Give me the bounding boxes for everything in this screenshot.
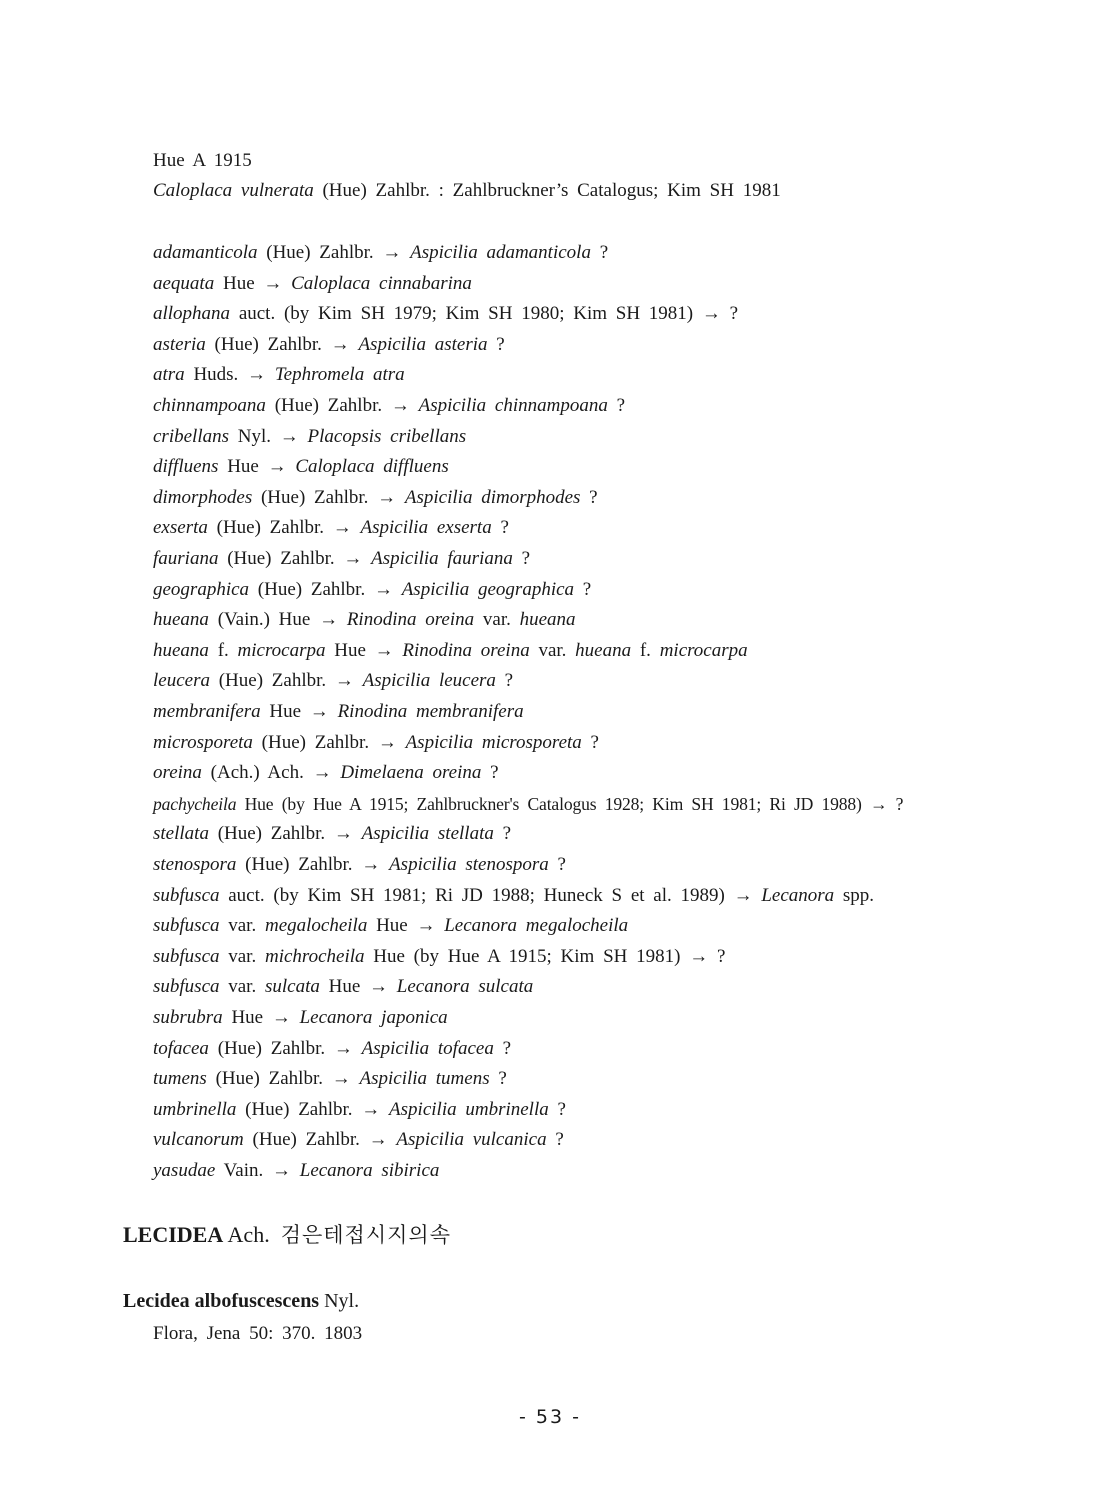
entry-text: Nyl. →	[229, 425, 308, 447]
entry-text: Hue (by Hue A 1915; Zahlbruckner's Catalogus 1928; Kim SH 1981; Ri JD 1988) → ?	[236, 793, 904, 814]
taxon-name: Aspicilia leucera	[362, 670, 496, 692]
entry-text: auct. (by Kim SH 1979; Kim SH 1980; Kim SH 1981) → ?	[230, 303, 739, 325]
taxon-name: pachycheila	[153, 793, 237, 814]
entry-text: (Hue) Zahlbr. →	[243, 1129, 397, 1151]
taxon-name: exserta	[153, 517, 208, 539]
entry-text: (Hue) Zahlbr. →	[236, 1098, 390, 1120]
synonym-entry	[153, 792, 903, 816]
taxon-name: Lecanora sulcata	[396, 976, 534, 998]
taxon-name: microsporeta	[153, 731, 253, 753]
taxon-name: vulcanorum	[153, 1129, 244, 1151]
entry-text: (Hue) Zahlbr. →	[257, 242, 411, 263]
entry-text: ?	[481, 762, 499, 784]
entry-text: (Hue) Zahlbr. →	[206, 1068, 360, 1090]
synonym-entry	[153, 608, 576, 632]
entry-text: var.	[219, 945, 265, 967]
entry-text: (Ach.) Ach. →	[201, 762, 341, 784]
entry-text: (Hue) Zahlbr. →	[205, 333, 359, 355]
entry-text: ?	[580, 486, 598, 508]
taxon-name: aequata	[153, 272, 215, 294]
genus-name: LECIDEA	[123, 1222, 224, 1247]
taxon-name: Rinodina oreina	[402, 639, 530, 661]
taxon-name: microcarpa	[659, 639, 748, 661]
synonym-entry	[153, 884, 874, 908]
synonym-entry	[153, 394, 625, 418]
taxon-name: subfusca	[153, 915, 220, 937]
taxon-name: Aspicilia dimorphodes	[404, 486, 581, 508]
taxon-name: subfusca	[153, 884, 220, 906]
taxon-name: dimorphodes	[153, 486, 253, 508]
entry-text: (Vain.) Hue →	[208, 609, 347, 631]
synonym-entry	[153, 272, 472, 296]
synonym-entry	[153, 945, 725, 969]
entry-text: ?	[493, 823, 512, 845]
taxon-name: stenospora	[153, 854, 237, 875]
entry-text: (Hue) Zahlbr. →	[209, 670, 363, 692]
entry-text: Hue →	[260, 701, 338, 722]
entry-text: Hue →	[222, 1007, 300, 1028]
taxon-name: Rinodina oreina	[346, 609, 475, 631]
entry-text: var.	[529, 639, 576, 661]
entry-text: ?	[495, 670, 514, 692]
taxon-name: Placopsis cribellans	[307, 425, 467, 447]
entry-text: Vain. →	[215, 1160, 300, 1181]
taxon-name: hueana	[153, 639, 209, 661]
synonym-entry	[153, 914, 628, 938]
entry-text: Hue →	[218, 456, 296, 478]
taxon-name: Lecanora japonica	[299, 1007, 448, 1028]
synonym-entry	[153, 241, 608, 265]
taxon-name: sulcata	[264, 976, 320, 998]
taxon-name: Aspicilia microsporeta	[405, 731, 582, 753]
synonym-entry	[153, 578, 591, 602]
taxon-name: Lecanora sibirica	[299, 1160, 440, 1181]
entry-text: ?	[487, 333, 505, 355]
taxon-name: oreina	[153, 762, 202, 784]
taxon-name: tumens	[153, 1068, 207, 1090]
taxon-name: Caloplaca diffluens	[295, 456, 449, 478]
entry-text: ?	[493, 1037, 512, 1059]
entry-text: ?	[590, 242, 609, 263]
taxon-name: Aspicilia tofacea	[361, 1037, 494, 1059]
entry-text: ?	[489, 1068, 507, 1090]
taxon-name: Aspicilia chinnampoana	[418, 395, 608, 416]
entry-text: f.	[631, 639, 660, 661]
synonym-entry	[153, 1128, 564, 1152]
entry-text: var.	[219, 976, 265, 998]
taxon-name: leucera	[153, 670, 210, 692]
entry-text: Hue →	[325, 639, 403, 661]
entry-text: (Hue) Zahlbr. →	[236, 854, 390, 875]
entry-text: ?	[574, 578, 592, 600]
taxon-name: Aspicilia tumens	[359, 1068, 490, 1090]
taxon-name: asteria	[153, 333, 206, 355]
taxon-name: chinnampoana	[153, 395, 266, 416]
taxon-name: Tephromela atra	[274, 364, 405, 386]
synonym-entry	[153, 547, 530, 571]
taxon-name: Aspicilia vulcanica	[396, 1129, 547, 1151]
taxon-name: michrocheila	[264, 945, 365, 967]
taxon-name: Aspicilia geographica	[401, 578, 575, 600]
synonym-entry	[153, 302, 738, 326]
taxon-name: Rinodina membranifera	[337, 701, 524, 722]
entry-text: (Hue) Zahlbr. →	[207, 517, 361, 539]
taxon-name: Caloplaca vulnerata	[153, 180, 314, 201]
genus-korean-name: 검은테접시지의속	[280, 1223, 451, 1247]
entry-text: Hue →	[319, 976, 397, 998]
synonym-entry	[153, 455, 449, 479]
taxon-name: Dimelaena oreina	[340, 762, 482, 784]
taxon-name: Caloplaca cinnabarina	[291, 272, 472, 294]
page-number: - 53 -	[519, 1406, 581, 1428]
entry-text: spp.	[834, 884, 875, 906]
synonym-entry	[153, 1098, 566, 1122]
taxon-name: Aspicilia exserta	[360, 517, 492, 539]
taxon-name: subfusca	[153, 976, 220, 998]
entry-text: Hue →	[214, 272, 292, 294]
synonym-entry	[153, 822, 511, 846]
entry-text: Huds. →	[184, 364, 275, 386]
synonym-entry	[153, 1037, 511, 1061]
synonym-entry	[153, 1067, 507, 1091]
taxon-name: subrubra	[153, 1007, 223, 1028]
synonym-entry	[153, 731, 599, 755]
taxon-name: geographica	[153, 578, 250, 600]
entry-text: f.	[208, 639, 238, 661]
entry-text: (Hue) Zahlbr. →	[249, 578, 402, 600]
entry-text: ?	[548, 854, 566, 875]
reference-line: Caloplaca vulnerata (Hue) Zahlbr. : Zahlbruckner’s Catalogus; Kim SH 1981	[153, 180, 781, 201]
entry-text: Hue →	[367, 915, 445, 937]
species-name: Lecidea albofuscescens	[123, 1290, 320, 1312]
synonym-entry	[153, 639, 748, 663]
entry-text: auct. (by Kim SH 1981; Ri JD 1988; Huneck S et al. 1989) →	[219, 884, 762, 906]
synonym-entry	[153, 425, 466, 449]
synonym-entry	[153, 975, 533, 999]
species-heading: Lecidea albofuscescens Nyl.	[123, 1290, 360, 1312]
taxon-name: hueana	[153, 609, 209, 631]
publication-line: Flora, Jena 50: 370. 1803	[153, 1323, 363, 1344]
entry-text: (Hue) Zahlbr. →	[208, 1037, 362, 1059]
taxon-name: membranifera	[153, 701, 261, 722]
synonym-entry	[153, 1159, 439, 1183]
taxon-name: umbrinella	[153, 1098, 237, 1120]
taxon-name: cribellans	[153, 425, 229, 447]
taxon-name: allophana	[153, 303, 231, 325]
taxon-name: yasudae	[153, 1160, 216, 1181]
taxon-name: Aspicilia umbrinella	[389, 1098, 549, 1120]
taxon-name: Aspicilia asteria	[358, 333, 488, 355]
entry-text: var.	[219, 915, 265, 937]
entry-text: (Hue) Zahlbr. →	[265, 395, 419, 416]
synonym-entry	[153, 1006, 448, 1030]
taxon-name: Lecanora	[761, 884, 835, 906]
entry-text: ?	[607, 395, 626, 416]
synonym-entry	[153, 700, 524, 724]
genus-heading: LECIDEA Ach. 검은테접시지의속	[123, 1222, 451, 1247]
synonym-entry	[153, 761, 499, 785]
taxon-name: atra	[153, 364, 185, 386]
taxon-name: Lecanora megalocheila	[444, 915, 629, 937]
entry-text: (Hue) Zahlbr. →	[252, 486, 405, 508]
entry-text: Hue (by Hue A 1915; Kim SH 1981) → ?	[364, 945, 726, 967]
entry-text: ?	[512, 548, 531, 569]
synonym-entry	[153, 516, 509, 540]
taxon-name: microcarpa	[237, 639, 326, 661]
synonym-entry	[153, 486, 598, 510]
entry-text: (Hue) Zahlbr. →	[208, 823, 362, 845]
taxon-name: Aspicilia stellata	[361, 823, 494, 845]
entry-text: ?	[548, 1098, 566, 1120]
entry-text: ?	[581, 731, 599, 753]
taxon-name: hueana	[519, 609, 576, 631]
synonym-entry	[153, 363, 405, 387]
entry-text: ?	[546, 1129, 564, 1151]
taxon-name: Aspicilia stenospora	[389, 854, 549, 875]
taxon-name: adamanticola	[153, 242, 258, 263]
synonym-entry	[153, 333, 505, 357]
taxon-name: stellata	[153, 823, 209, 845]
entry-text: (Hue) Zahlbr. →	[218, 548, 372, 569]
taxon-name: subfusca	[153, 945, 220, 967]
synonym-entry	[153, 853, 566, 877]
taxon-name: fauriana	[153, 548, 219, 569]
taxon-name: hueana	[575, 639, 632, 661]
entry-text: var.	[474, 609, 520, 631]
taxon-name: Aspicilia fauriana	[371, 548, 513, 569]
synonym-entry	[153, 669, 513, 693]
taxon-name: tofacea	[153, 1037, 209, 1059]
reference-line: Hue A 1915	[153, 150, 252, 171]
taxon-name: Aspicilia adamanticola	[410, 242, 591, 263]
taxon-name: diffluens	[153, 456, 219, 478]
entry-text: (Hue) Zahlbr. →	[252, 731, 406, 753]
taxon-name: megalocheila	[264, 915, 368, 937]
entry-text: ?	[491, 517, 509, 539]
